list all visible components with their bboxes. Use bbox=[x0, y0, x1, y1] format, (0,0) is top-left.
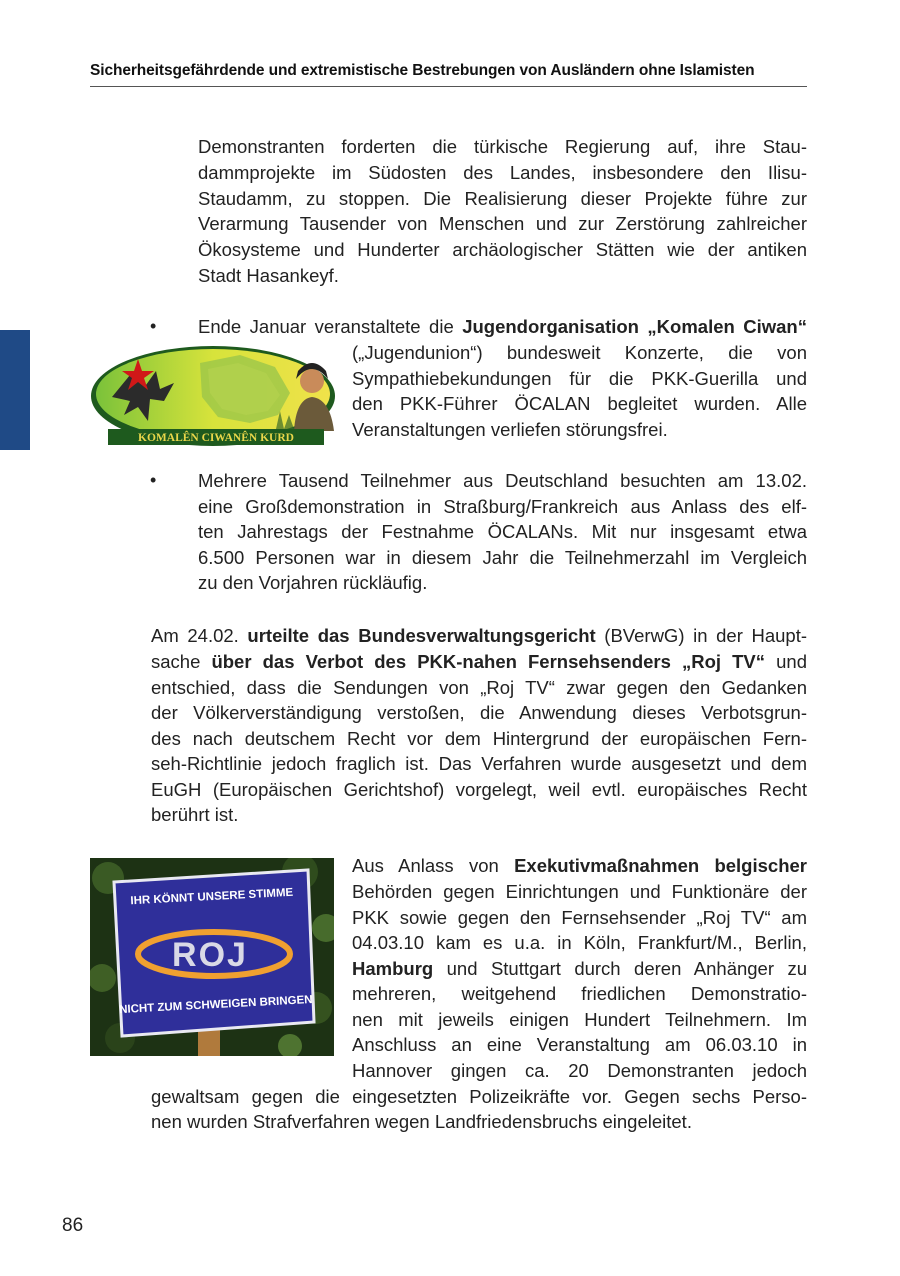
section-tab-marker bbox=[0, 330, 30, 450]
text-line: Hannover gingen ca. 20 Demonstranten jedoch bbox=[352, 1060, 807, 1081]
bold-run: urteilte das Bundesverwaltungsgericht bbox=[247, 625, 596, 646]
text-line: dammprojekte im Südosten des Landes, insbesondere den Ilisu- bbox=[198, 162, 807, 183]
text-line: Stadt Hasankeyf. bbox=[198, 265, 339, 286]
sign-logo-text: ROJ bbox=[172, 936, 248, 974]
text-line: nen wurden Strafverfahren wegen Landfriedensbruchs eingeleitet. bbox=[151, 1111, 692, 1132]
text-line bbox=[352, 853, 807, 878]
text-line: 04.03.10 kam es u.a. in Köln, Frankfurt/M., Berlin, bbox=[352, 932, 807, 953]
sign-top-text: IHR KÖNNT UNSERE STIMME bbox=[130, 886, 294, 908]
text-line: („Jugendunion“) bundesweit Konzerte, die von bbox=[352, 342, 807, 363]
bullet-marker: • bbox=[150, 470, 157, 490]
text-run: und bbox=[765, 651, 807, 672]
text-line: der Völkerverständigung verstoßen, die Anwendung dieses Verbotsgrun- bbox=[151, 702, 807, 723]
text-line: EuGH (Europäischen Gerichtshof) vorgelegt, weil evtl. europäisches Recht bbox=[151, 779, 807, 800]
text-line: 6.500 Personen war in diesem Jahr die Teilnehmerzahl im Vergleich bbox=[198, 547, 807, 568]
text-run: Ende Januar veranstaltete die bbox=[198, 316, 463, 337]
text-line: Veranstaltungen verliefen störungsfrei. bbox=[352, 419, 668, 440]
bold-run: Jugendorganisation „Komalen Ciwan“ bbox=[462, 316, 807, 337]
text-line bbox=[151, 649, 807, 674]
sign-bottom-text: NICHT ZUM SCHWEIGEN BRINGEN bbox=[118, 993, 313, 1017]
logo-caption: KOMALÊN CIWANÊN KURD bbox=[138, 432, 294, 444]
text-run: (BVerwG) in der Haupt- bbox=[595, 625, 807, 646]
text-line: eine Großdemonstration in Straßburg/Frankreich aus Anlass des elf- bbox=[198, 496, 807, 517]
bold-run: Hamburg bbox=[352, 958, 434, 979]
text-line: mehreren, weitgehend friedlichen Demonstratio- bbox=[352, 983, 807, 1004]
bold-run: Exekutivmaßnahmen belgischer bbox=[514, 855, 807, 876]
text-line: Verarmung Tausender von Menschen und zur Zerstörung zahlreicher bbox=[198, 213, 807, 234]
text-line: Sympathiebekundungen für die PKK-Guerilla und bbox=[352, 368, 807, 389]
text-line: Behörden gegen Einrichtungen und Funktionäre der bbox=[352, 881, 807, 902]
text-line: seh-Richtlinie jedoch fraglich ist. Das Verfahren wurde ausgesetzt und dem bbox=[151, 753, 807, 774]
text-line: Anschluss an eine Veranstaltung am 06.03.10 in bbox=[352, 1034, 807, 1055]
text-line: den PKK-Führer ÖCALAN begleitet wurden. Alle bbox=[352, 393, 807, 414]
text-line: entschied, dass die Sendungen von „Roj TV“ zwar gegen den Gedanken bbox=[151, 677, 807, 698]
header-title: Sicherheitsgefährdende und extremistische Bestrebungen von Ausländern ohne Islamisten bbox=[90, 62, 755, 79]
running-header bbox=[90, 62, 807, 87]
bold-run: über das Verbot des PKK-nahen Fernsehsenders „Roj TV“ bbox=[211, 651, 766, 672]
text-run: sache bbox=[151, 651, 212, 672]
text-line: Demonstranten forderten die türkische Regierung auf, ihre Stau- bbox=[198, 136, 807, 157]
text-run: Aus Anlass von bbox=[352, 855, 515, 876]
text-run: Am 24.02. bbox=[151, 625, 248, 646]
text-line: Mehrere Tausend Teilnehmer aus Deutschland besuchten am 13.02. bbox=[198, 470, 807, 491]
text-line bbox=[198, 314, 807, 339]
text-line bbox=[352, 956, 807, 981]
text-run: und Stuttgart durch deren Anhänger zu bbox=[433, 958, 807, 979]
text-line: berührt ist. bbox=[151, 804, 239, 825]
page-number: 86 bbox=[62, 1215, 84, 1236]
text-line: zu den Vorjahren rückläufig. bbox=[198, 572, 428, 593]
text-line: gewaltsam gegen die eingesetzten Polizeikräfte vor. Gegen sechs Perso- bbox=[151, 1086, 807, 1107]
text-line: Ökosysteme und Hunderter archäologischer Stätten wie der antiken bbox=[198, 239, 807, 260]
text-line bbox=[151, 623, 807, 648]
roj-protest-sign-image bbox=[90, 858, 334, 1056]
text-line: PKK sowie gegen den Fernsehsender „Roj TV“ am bbox=[352, 907, 807, 928]
text-line: ten Jahrestags der Festnahme ÖCALANs. Mit nur insgesamt etwa bbox=[198, 521, 807, 542]
bullet-marker: • bbox=[150, 316, 157, 336]
text-line: Staudamm, zu stoppen. Die Realisierung dieser Projekte führe zur bbox=[198, 188, 807, 209]
komalen-ciwan-logo-image bbox=[90, 345, 336, 447]
text-line: nen mit jeweils einigen Hundert Teilnehmern. Im bbox=[352, 1009, 807, 1030]
text-line: des nach deutschem Recht vor dem Hintergrund der europäischen Fern- bbox=[151, 728, 807, 749]
